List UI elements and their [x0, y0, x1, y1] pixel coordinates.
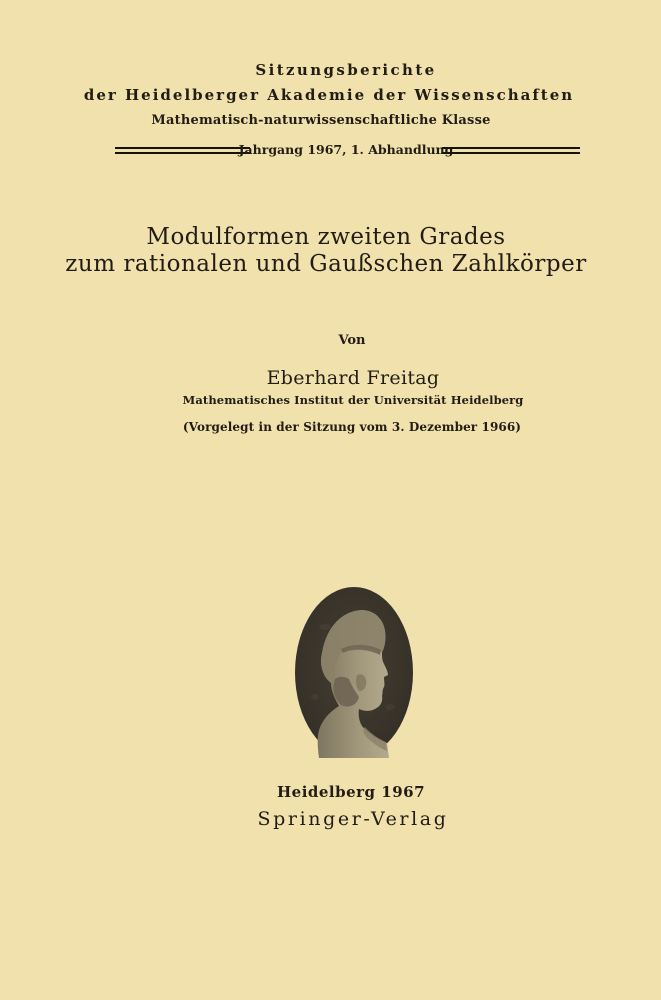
book-title-line2: zum rationalen und Gaußschen Zahlkörper [65, 251, 587, 277]
series-title-line1: Sitzungsberichte [255, 61, 437, 79]
book-title [65, 224, 586, 278]
byline-label: Von [338, 333, 366, 348]
series-title-line2: der Heidelberger Akademie der Wissenschaften [83, 86, 575, 104]
cameo-portrait-icon [295, 587, 413, 758]
presented-note: (Vorgelegt in der Sitzung vom 3. Dezember 1966) [182, 420, 522, 434]
author-name: Eberhard Freitag [266, 367, 440, 389]
book-title-line1: Modulformen zweiten Grades [146, 224, 506, 250]
issue-rule-right [442, 147, 580, 154]
imprint-place-year: Heidelberg 1967 [276, 783, 426, 801]
issue-line: Jahrgang 1967, 1. Abhandlung [238, 142, 454, 157]
imprint-publisher: Springer-Verlag [257, 808, 449, 830]
author-affiliation: Mathematisches Institut der Universität Heidelberg [182, 393, 524, 407]
issue-rule-left [115, 147, 250, 154]
series-class-line: Mathematisch-naturwissenschaftliche Klasse [151, 113, 491, 128]
